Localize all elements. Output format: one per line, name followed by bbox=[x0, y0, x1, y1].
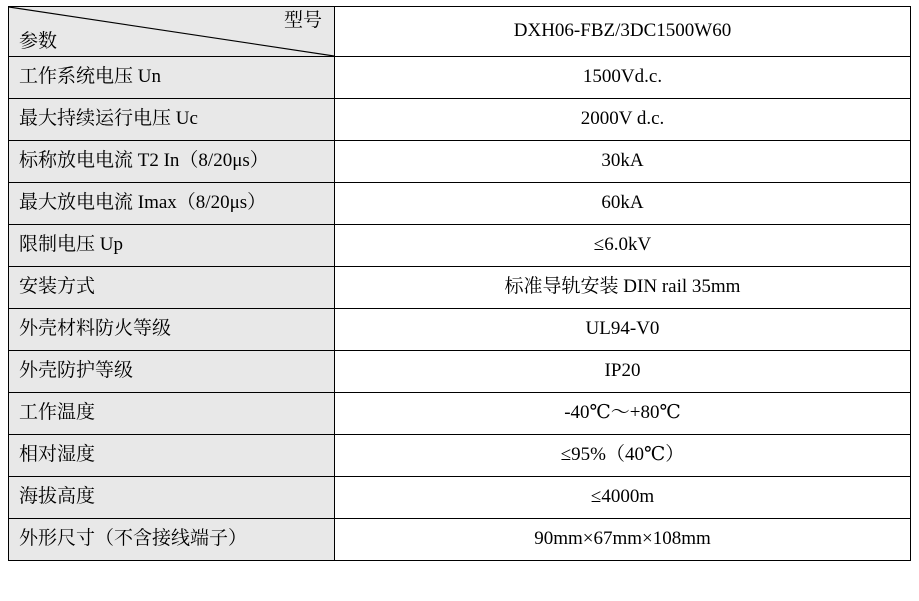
table-row bbox=[9, 477, 911, 519]
header-param-label: 参数 bbox=[19, 31, 58, 53]
specification-table bbox=[8, 6, 911, 561]
table-row bbox=[9, 183, 911, 225]
row-value: 标准导轨安装 DIN rail 35mm bbox=[335, 267, 911, 309]
table-row bbox=[9, 351, 911, 393]
table-row bbox=[9, 141, 911, 183]
row-param: 相对湿度 bbox=[9, 435, 335, 477]
row-value: -40℃～+80℃ bbox=[335, 393, 911, 435]
row-param: 工作温度 bbox=[9, 393, 335, 435]
table-row bbox=[9, 393, 911, 435]
table-row bbox=[9, 267, 911, 309]
row-param: 工作系统电压 Un bbox=[9, 57, 335, 99]
table-row bbox=[9, 435, 911, 477]
row-param: 外壳防护等级 bbox=[9, 351, 335, 393]
row-value: 2000V d.c. bbox=[335, 99, 911, 141]
row-value: 1500Vd.c. bbox=[335, 57, 911, 99]
table-row bbox=[9, 99, 911, 141]
table-body bbox=[9, 7, 911, 561]
row-value: ≤4000m bbox=[335, 477, 911, 519]
diagonal-split-header bbox=[9, 7, 334, 56]
row-value: 60kA bbox=[335, 183, 911, 225]
row-param: 海拔高度 bbox=[9, 477, 335, 519]
table-header-row bbox=[9, 7, 911, 57]
row-value: IP20 bbox=[335, 351, 911, 393]
row-value: 30kA bbox=[335, 141, 911, 183]
row-param: 最大放电电流 Imax（8/20μs） bbox=[9, 183, 335, 225]
row-param: 限制电压 Up bbox=[9, 225, 335, 267]
table-row bbox=[9, 57, 911, 99]
row-value: ≤6.0kV bbox=[335, 225, 911, 267]
row-param: 外形尺寸（不含接线端子） bbox=[9, 519, 335, 561]
row-param: 外壳材料防火等级 bbox=[9, 309, 335, 351]
row-value: UL94-V0 bbox=[335, 309, 911, 351]
header-model-label: 型号 bbox=[283, 10, 322, 31]
header-model-value: DXH06-FBZ/3DC1500W60 bbox=[335, 7, 911, 57]
header-param-model-cell bbox=[9, 7, 335, 57]
row-param: 标称放电电流 T2 In（8/20μs） bbox=[9, 141, 335, 183]
row-value: 90mm×67mm×108mm bbox=[335, 519, 911, 561]
row-param: 最大持续运行电压 Uc bbox=[9, 99, 335, 141]
table-row bbox=[9, 309, 911, 351]
row-value: ≤95%（40℃） bbox=[335, 435, 911, 477]
row-param: 安装方式 bbox=[9, 267, 335, 309]
table-row bbox=[9, 519, 911, 561]
table-row bbox=[9, 225, 911, 267]
